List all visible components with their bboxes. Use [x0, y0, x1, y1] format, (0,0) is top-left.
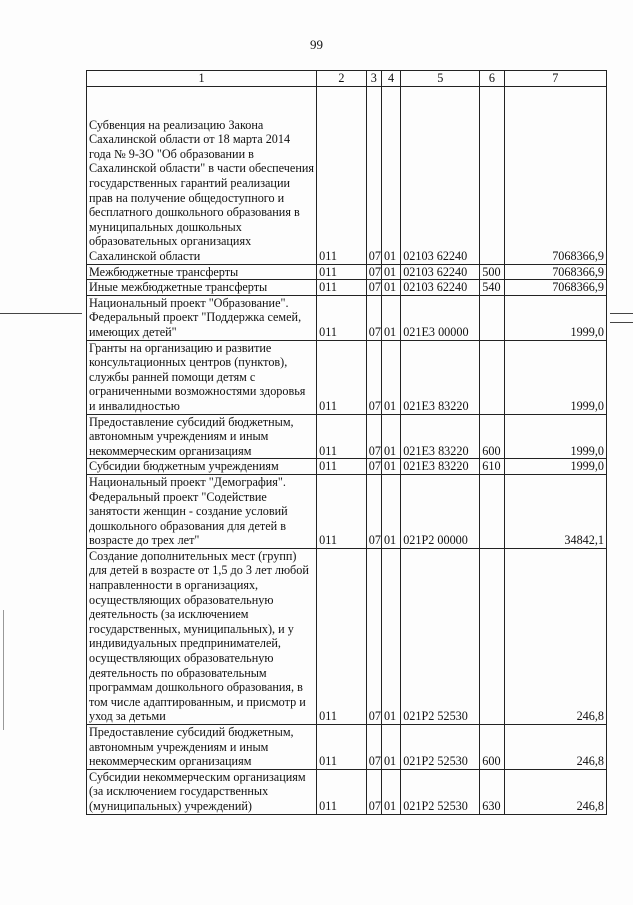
row-name: Гранты на организацию и развитие консультационных центров (пунктов), службы ранней помощи детям с ограниченными возможностями здоровья и инвалидностью: [87, 340, 317, 414]
row-name: Создание дополнительных мест (групп) для детей в возрасте от 1,5 до 3 лет любой направленности в организациях, осуществляющих образовательную деятельность (за исключением государственных, муниципальных), и у индивидуальных предпринимателей, осуществляющих образовательную деятельность по образовательным программам дошкольного образования, в том числе адаптированным, и присмотр и уход за детьми: [87, 548, 317, 724]
header-cell-subsection: 4: [381, 71, 400, 87]
row-amount: 7068366,9: [504, 86, 606, 264]
header-cell-section: 3: [366, 71, 381, 87]
row-amount: 246,8: [504, 725, 606, 770]
row-name: Межбюджетные трансферты: [87, 264, 317, 280]
row-section: 07: [366, 280, 381, 296]
row-section: 07: [366, 86, 381, 264]
header-cell-expense-type: 6: [480, 71, 504, 87]
row-expense-type: 500: [480, 264, 504, 280]
row-subsection: 01: [381, 86, 400, 264]
row-name: Субвенция на реализацию Закона Сахалинской области от 18 марта 2014 года № 9-ЗО "Об образовании в Сахалинской области" в части обеспечения государственных гарантий реализации прав на получение общедоступного и бесплатного дошкольного образования в муниципальных дошкольных образовательных организациях Сахалинской области: [87, 86, 317, 264]
row-amount: 1999,0: [504, 414, 606, 459]
row-name: Предоставление субсидий бюджетным, автономным учреждениям и иным некоммерческим организациям: [87, 725, 317, 770]
table-row: [87, 414, 607, 459]
row-subsection: 01: [381, 459, 400, 475]
row-ministry: 011: [317, 280, 367, 296]
row-target: 021E3 00000: [401, 295, 480, 340]
scan-edge-line-left: [0, 313, 82, 314]
row-amount: 7068366,9: [504, 280, 606, 296]
table-row: [87, 280, 607, 296]
row-ministry: 011: [317, 459, 367, 475]
table-row: [87, 725, 607, 770]
row-target: 021E3 83220: [401, 459, 480, 475]
row-ministry: 011: [317, 725, 367, 770]
table-row: [87, 295, 607, 340]
scan-edge-line-right-lower: [610, 322, 633, 323]
row-expense-type: 540: [480, 280, 504, 296]
row-amount: 246,8: [504, 769, 606, 814]
row-section: 07: [366, 264, 381, 280]
row-expense-type: [480, 295, 504, 340]
row-subsection: 01: [381, 725, 400, 770]
row-ministry: 011: [317, 264, 367, 280]
row-target: 021P2 52530: [401, 769, 480, 814]
row-ministry: 011: [317, 86, 367, 264]
row-target: 021P2 52530: [401, 548, 480, 724]
row-amount: 246,8: [504, 548, 606, 724]
row-section: 07: [366, 769, 381, 814]
row-expense-type: 600: [480, 725, 504, 770]
table-row: [87, 474, 607, 548]
row-subsection: 01: [381, 548, 400, 724]
row-section: 07: [366, 295, 381, 340]
row-section: 07: [366, 340, 381, 414]
table-row: [87, 340, 607, 414]
row-amount: 1999,0: [504, 340, 606, 414]
row-amount: 1999,0: [504, 459, 606, 475]
row-expense-type: [480, 340, 504, 414]
row-subsection: 01: [381, 264, 400, 280]
row-section: 07: [366, 459, 381, 475]
row-expense-type: 600: [480, 414, 504, 459]
header-cell-name: 1: [87, 71, 317, 87]
table-row: [87, 86, 607, 264]
row-amount: 34842,1: [504, 474, 606, 548]
row-subsection: 01: [381, 295, 400, 340]
row-ministry: 011: [317, 548, 367, 724]
row-amount: 7068366,9: [504, 264, 606, 280]
row-name: Субсидии бюджетным учреждениям: [87, 459, 317, 475]
row-ministry: 011: [317, 414, 367, 459]
row-name: Национальный проект "Демография". Федеральный проект "Содействие занятости женщин - создание условий дошкольного образования для детей в возрасте до трех лет": [87, 474, 317, 548]
row-ministry: 011: [317, 769, 367, 814]
row-section: 07: [366, 474, 381, 548]
row-target: 021P2 52530: [401, 725, 480, 770]
row-target: 02103 62240: [401, 86, 480, 264]
header-cell-amount: 7: [504, 71, 606, 87]
row-subsection: 01: [381, 280, 400, 296]
table-row: [87, 769, 607, 814]
row-target: 021E3 83220: [401, 414, 480, 459]
budget-table: [86, 70, 607, 815]
row-subsection: 01: [381, 474, 400, 548]
row-section: 07: [366, 414, 381, 459]
header-cell-target: 5: [401, 71, 480, 87]
table-row: [87, 459, 607, 475]
row-expense-type: [480, 548, 504, 724]
row-name: Иные межбюджетные трансферты: [87, 280, 317, 296]
header-cell-ministry: 2: [317, 71, 367, 87]
row-ministry: 011: [317, 295, 367, 340]
row-target: 02103 62240: [401, 280, 480, 296]
row-subsection: 01: [381, 340, 400, 414]
row-expense-type: 630: [480, 769, 504, 814]
scan-edge-line-right: [610, 313, 633, 314]
page-number: 99: [310, 37, 323, 52]
row-ministry: 011: [317, 474, 367, 548]
table-row: [87, 548, 607, 724]
row-target: 021E3 83220: [401, 340, 480, 414]
row-target: 021P2 00000: [401, 474, 480, 548]
row-amount: 1999,0: [504, 295, 606, 340]
row-subsection: 01: [381, 414, 400, 459]
table-row: [87, 264, 607, 280]
row-name: Субсидии некоммерческим организациям (за исключением государственных (муниципальных) учреждений): [87, 769, 317, 814]
row-name: Национальный проект "Образование". Федеральный проект "Поддержка семей, имеющих детей": [87, 295, 317, 340]
row-expense-type: [480, 86, 504, 264]
row-expense-type: [480, 474, 504, 548]
row-expense-type: 610: [480, 459, 504, 475]
header-row: [87, 71, 607, 87]
margin-mark: [3, 610, 4, 730]
row-ministry: 011: [317, 340, 367, 414]
row-section: 07: [366, 548, 381, 724]
row-name: Предоставление субсидий бюджетным, автономным учреждениям и иным некоммерческим организациям: [87, 414, 317, 459]
row-section: 07: [366, 725, 381, 770]
row-target: 02103 62240: [401, 264, 480, 280]
row-subsection: 01: [381, 769, 400, 814]
